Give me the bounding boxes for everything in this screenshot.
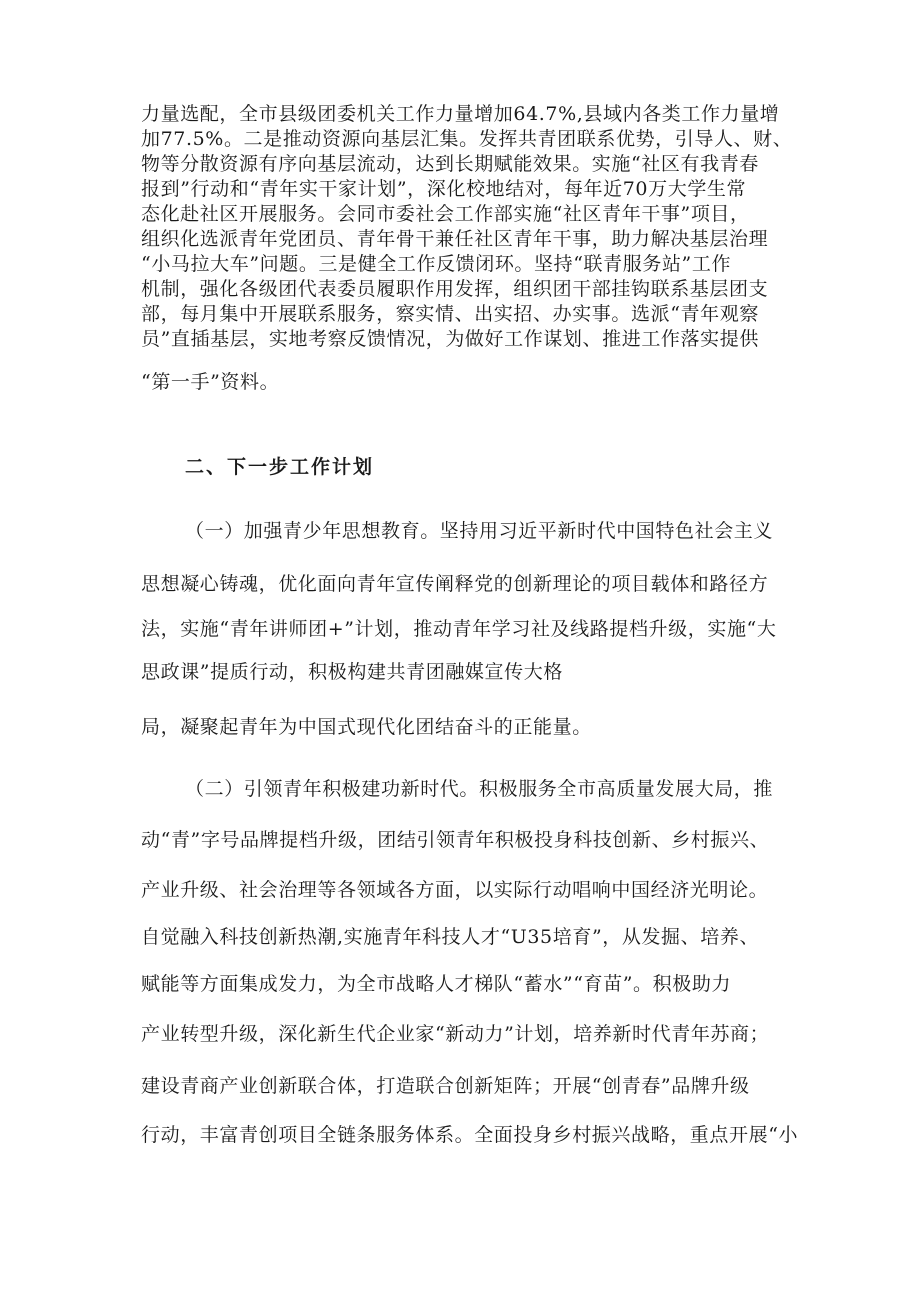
- body-text-line: 行动，丰富青创项目全链条服务体系。全面投身乡村振兴战略，重点开展“小: [141, 1124, 799, 1146]
- body-text-line: 力量选配，全市县级团委机关工作力量增加64.7%,县域内各类工作力量增: [141, 103, 780, 125]
- body-text-line: 法，实施“青年讲师团+”计划，推动青年学习社及线路提档升级，实施“大: [141, 618, 777, 640]
- body-text-line: （二）引领青年积极建功新时代。积极服务全市高质量发展大局，推: [185, 778, 774, 800]
- body-text-line: 态化赴社区开展服务。会同市委社会工作部实施“社区青年干事”项目，: [141, 203, 750, 225]
- body-text-line: 局，凝聚起青年为中国式现代化团结奋斗的正能量。: [141, 716, 592, 738]
- body-text-line: 物等分散资源有序向基层流动，达到长期赋能效果。实施“社区有我青春: [141, 153, 759, 175]
- body-text-line: 动“青”字号品牌提档升级，团结引领青年积极投身科技创新、乡村振兴、: [141, 829, 770, 851]
- body-text-line: 员”直插基层，实地考察反馈情况，为做好工作谋划、推进工作落实提供: [141, 328, 759, 350]
- body-text-line: 自觉融入科技创新热潮,实施青年科技人才“U35培育”，从发掘、培养、: [141, 926, 760, 948]
- body-text-line: “第一手”资料。: [141, 371, 280, 393]
- body-text-line: 思想凝心铸魂，优化面向青年宣传阐释党的创新理论的项目载体和路径方: [141, 573, 769, 595]
- body-text-line: 报到”行动和“青年实干家计划”，深化校地结对，每年近70万大学生常: [141, 178, 747, 200]
- body-text-line: 建设青商产业创新联合体，打造联合创新矩阵；开展“创青春”品牌升级: [141, 1075, 750, 1097]
- body-text-line: 产业转型升级，深化新生代企业家“新动力”计划，培养新时代青年苏商；: [141, 1023, 770, 1045]
- body-text-line: 思政课”提质行动，积极构建共青团融媒宣传大格: [141, 661, 563, 683]
- body-text-line: （一）加强青少年思想教育。坚持用习近平新时代中国特色社会主义: [185, 520, 774, 542]
- body-text-line: 加77.5%。二是推动资源向基层汇集。发挥共青团联系优势，引导人、财、: [141, 128, 793, 150]
- body-text-line: “小马拉大车”问题。三是健全工作反馈闭环。坚持“联青服务站”工作: [141, 253, 732, 275]
- body-text-line: 赋能等方面集成发力，为全市战略人才梯队“蓄水”“育苗”。积极助力: [141, 973, 732, 995]
- body-text-line: 部，每月集中开展联系服务，察实情、出实招、办实事。选派“青年观察: [141, 303, 759, 325]
- section-heading: 二、下一步工作计划: [185, 456, 375, 478]
- body-text-line: 产业升级、社会治理等各领域各方面，以实际行动唱响中国经济光明论。: [141, 879, 769, 901]
- body-text-line: 组织化选派青年党团员、青年骨干兼任社区青年干事，助力解决基层治理: [141, 228, 769, 250]
- body-text-line: 机制，强化各级团代表委员履职作用发挥，组织团干部挂钩联系基层团支: [141, 278, 769, 300]
